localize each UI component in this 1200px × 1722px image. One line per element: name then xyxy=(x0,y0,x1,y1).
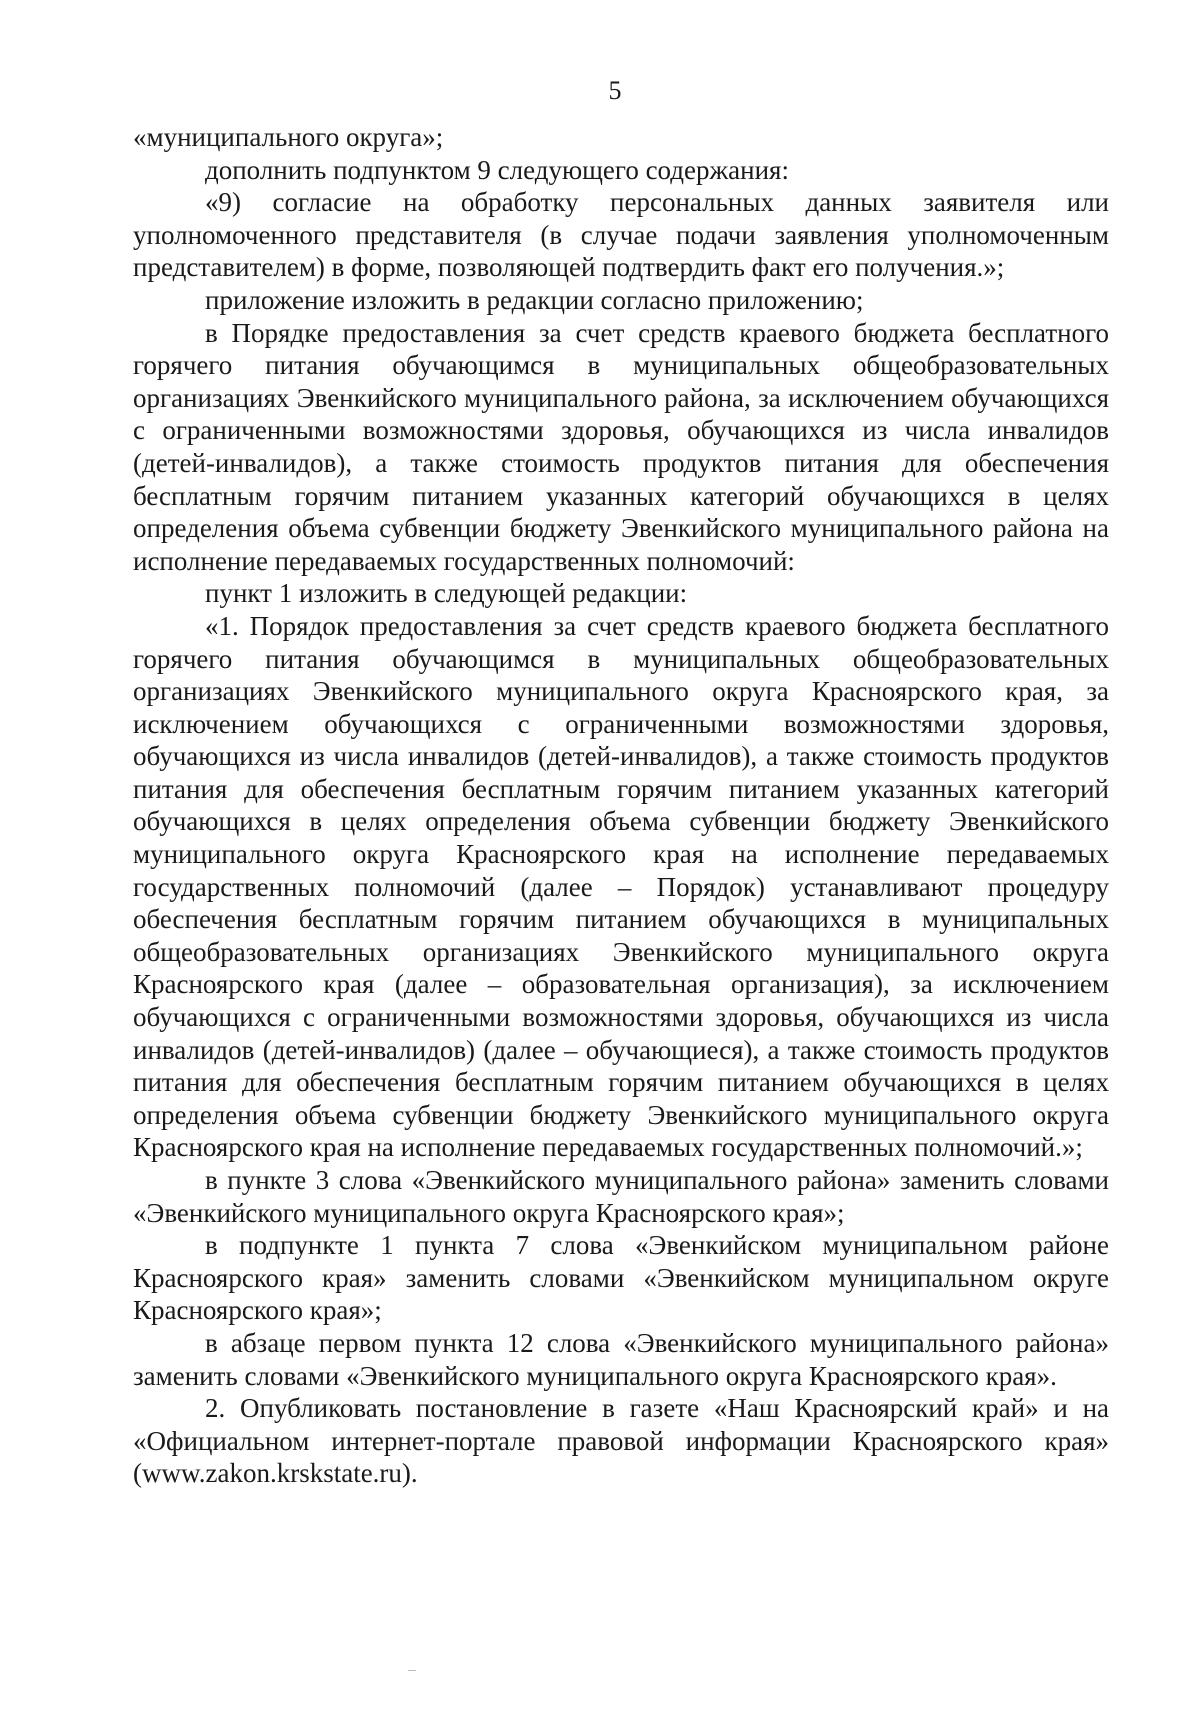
paragraph-2: дополнить подпунктом 9 следующего содержания: xyxy=(205,154,789,185)
scan-mark xyxy=(408,1670,416,1671)
paragraph-4: приложение изложить в редакции согласно приложению; xyxy=(205,284,864,315)
paragraph-10: в абзаце первом пункта 12 слова «Эвенкийского муниципального района» заменить словами «Эвенкийского муниципального округа Красноярского края». xyxy=(133,1327,1109,1391)
paragraph-6: пункт 1 изложить в следующей редакции: xyxy=(205,578,688,609)
document-body xyxy=(133,121,1109,1490)
paragraph-11: 2. Опубликовать постановление в газете «Наш Красноярский край» и на «Официальном интернет-портале правовой информации Красноярского края» (www.zakon.krskstate.ru). xyxy=(133,1393,1109,1489)
page-number: 5 xyxy=(608,76,622,105)
paragraph-8: в пункте 3 слова «Эвенкийского муниципального района» заменить словами «Эвенкийского муниципального округа Красноярского края»; xyxy=(133,1165,1109,1228)
paragraph-9: в подпункте 1 пункта 7 слова «Эвенкийском муниципальном районе Красноярского края» заменить словами «Эвенкийском муниципальном округе Красноярского края»; xyxy=(133,1230,1109,1326)
paragraph-5: в Порядке предоставления за счет средств краевого бюджета бесплатного горячего питания обучающимся в муниципальных общеобразовательных организациях Эвенкийского муниципального района, за исключением обучающихся с ограниченными возможностями здоровья, обучающихся из числа инвалидов (детей-инвалидов), а также стоимость продуктов питания для обеспечения бесплатным горячим питанием указанных категорий обучающихся в целях определения объема субвенции бюджету Эвенкийского муниципального района на исполнение передаваемых государственных полномочий: xyxy=(133,317,1109,576)
paragraph-3: «9) согласие на обработку персональных данных заявителя или уполномоченного представителя (в случае подачи заявления уполномоченным представителем) в форме, позволяющей подтвердить факт его получения.»; xyxy=(133,187,1109,283)
paragraph-1: «муниципального округа»; xyxy=(133,122,444,152)
paragraph-7: «1. Порядок предоставления за счет средств краевого бюджета бесплатного горячего питания обучающимся в муниципальных общеобразовательных организациях Эвенкийского муниципального округа Красноярского края, за исключением обучающихся с ограниченными возможностями здоровья, обучающихся из числа инвалидов (детей-инвалидов), а также стоимость продуктов питания для обеспечения бесплатным горячим питанием указанных категорий обучающихся в целях определения объема субвенции бюджету Эвенкийского муниципального округа Красноярского края на исполнение передаваемых государственных полномочий (далее – Порядок) устанавливают процедуру обеспечения бесплатным горячим питанием обучающихся в муниципальных общеобразовательных организациях Эвенкийского муниципального округа Красноярского края (далее – образовательная организация), за исключением обучающихся с ограниченными возможностями здоровья, обучающихся из числа инвалидов (детей-инвалидов) (далее – обучающиеся), а также стоимость продуктов питания для обеспечения бесплатным горячим питанием обучающихся в целях определения объема субвенции бюджету Эвенкийского муниципального округа Красноярского края на исполнение передаваемых государственных полномочий.»; xyxy=(133,610,1109,1163)
